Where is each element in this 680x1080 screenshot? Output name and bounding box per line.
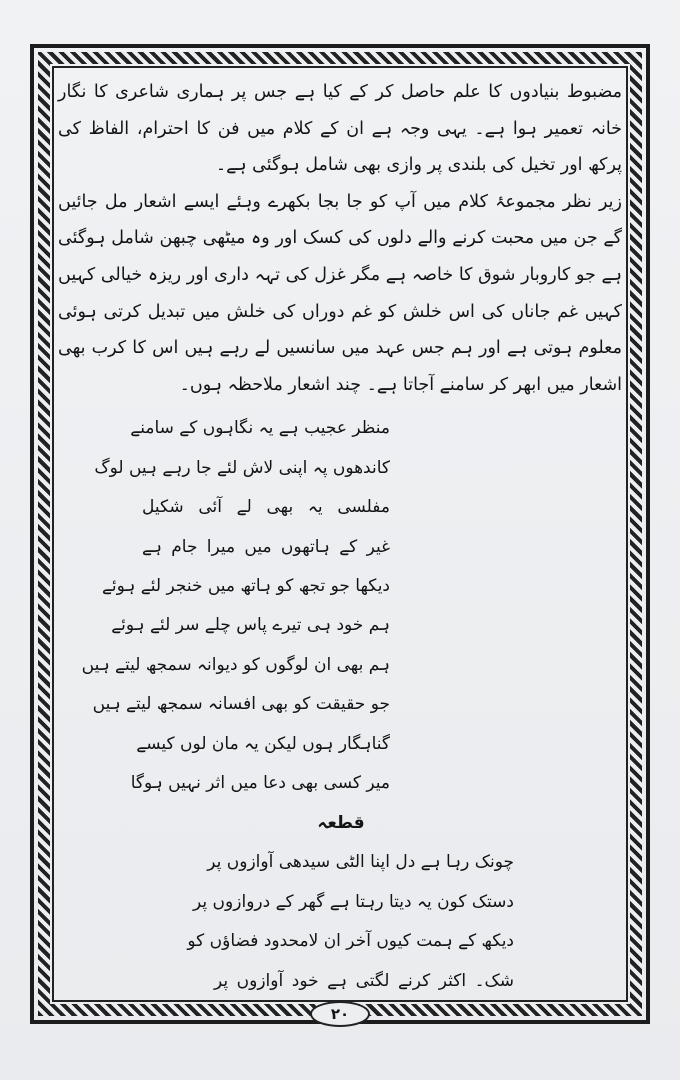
page-content [58,74,622,991]
verse-line: ہم بھی ان لوگوں کو دیوانہ سمجھ لیتے ہیں [81,654,390,675]
verse-line: دیکھا جو تجھ کو ہاتھ میں خنجر لئے ہوئے [101,575,390,596]
verse-line: جو حقیقت کو بھی افسانہ سمجھ لیتے ہیں [92,694,390,715]
prose-section [58,74,622,403]
verse-line: منظر عجیب ہے یہ نگاہوں کے سامنے [130,418,390,439]
qita-line: شک۔ اکثر کرنے لگتی ہے خود آوازوں پر [214,970,514,991]
verses-section [58,409,622,803]
verse-line: غیر کے ہاتھوں میں میرا جام ہے [142,536,390,557]
paragraph: زیر نظر مجموعۂ کلام میں آپ کو جا بجا بکھرے وہئے ایسے اشعار مل جائیں گے جن میں محبت کرنے والے دلوں کی کسک اور وہ میٹھی چبھن شامل ہوگئی ہے جو کاروبار شوق کا خاصہ ہے مگر غزل کی تہہ داری اور ریزہ خیالی کہیں کہیں غم جاناں کی اس خلش کو غم دوراں کی خلش میں تبدیل کرتی ہوئی معلوم ہوتی ہے اور ہم جس عہد میں سانسیں لے رہے ہیں اس کا کرب بھی اشعار میں ابھر کر سامنے آجاتا ہے۔ چند اشعار ملاحظہ ہوں۔ [58,191,622,395]
qita-section [58,843,622,1001]
verse-line: میر کسی بھی دعا میں اثر نہیں ہوگا [130,773,390,793]
qita-line: چونک رہا ہے دل اپنا الٹی سیدھی آوازوں پر [207,852,514,873]
qita-line: دستک کون یہ دیتا رہتا ہے گھر کے دروازوں پر [193,891,514,912]
verse-line: مفلسی یہ بھی لے آئی شکیل [142,497,390,518]
qita-line: دیکھ کے ہمت کیوں آخر ان لامحدود فضاؤں کو [187,931,514,952]
page-number: ۲۰ [310,1001,370,1027]
qita-heading: قطعہ [317,813,365,834]
paragraph: مضبوط بنیادوں کا علم حاصل کر کے کیا ہے جس پر ہماری شاعری کا نگار خانہ تعمیر ہوا ہے۔ یہی وجہ ہے ان کے کلام میں فن کا احترام، الفاظ کی پرکھ اور تخیل کی بلندی پر وازی بھی شامل ہوگئی ہے۔ [58,82,622,176]
verse-line: گناہگار ہوں لیکن یہ مان لوں کیسے [136,733,390,754]
verse-line: ہم خود ہی تیرے پاس چلے سر لئے ہوئے [111,615,390,636]
verse-line: کاندھوں پہ اپنی لاش لئے جا رہے ہیں لوگ [94,457,390,478]
